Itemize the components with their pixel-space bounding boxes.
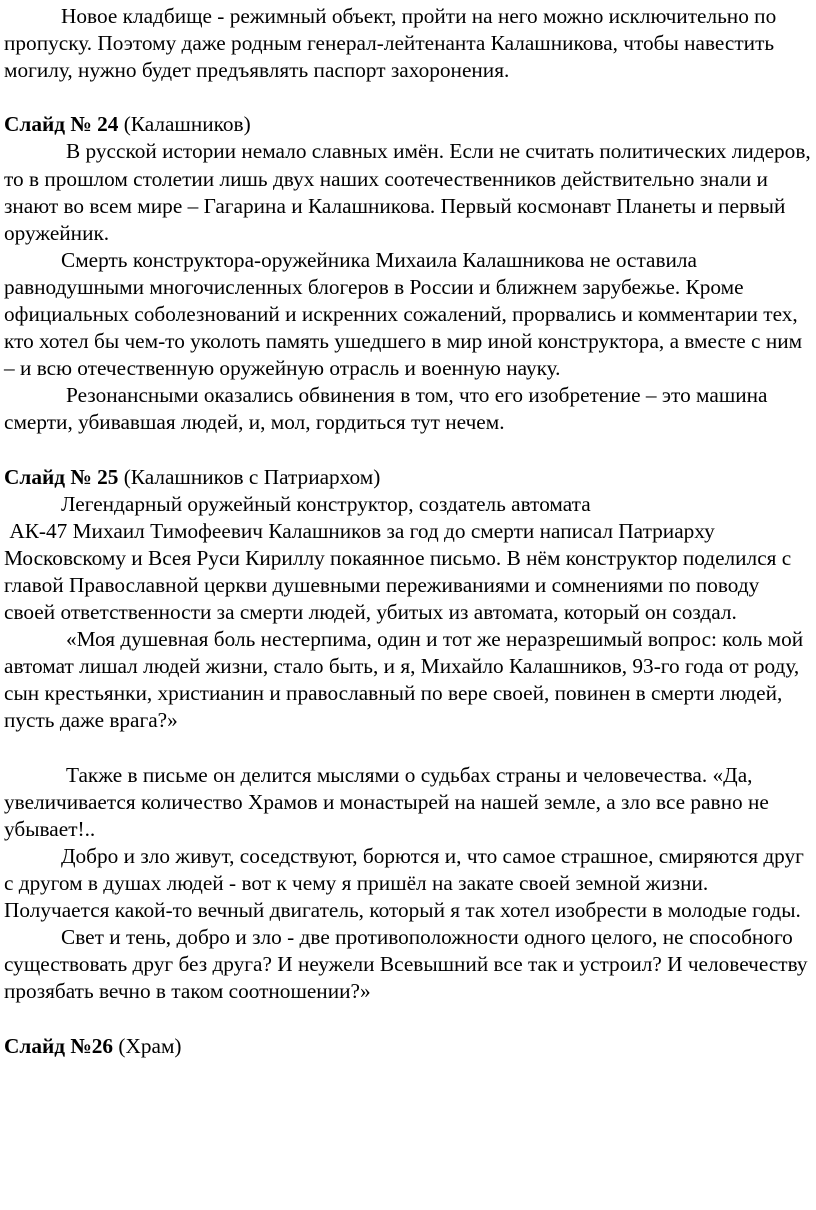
slide-25-number: Слайд № 25 xyxy=(4,464,119,489)
slide-26-subtitle: (Храм) xyxy=(113,1033,182,1058)
slide-26-number: Слайд №26 xyxy=(4,1033,114,1058)
slide-25-paragraph-5: Добро и зло живут, соседствуют, борются и, что самое страшное, смиряются друг с другом в душах людей - вот к чему я пришёл на закате своей земной жизни. Получается какой-то вечный двигатель, который я так хотел изобрести в молодые годы. xyxy=(4,843,810,923)
slide-25-heading xyxy=(4,464,812,491)
slide-26-heading xyxy=(4,1033,812,1060)
slide-25-subtitle: (Калашников с Патриархом) xyxy=(118,464,381,489)
slide-25-paragraph-4: Также в письме он делится мыслями о судьбах страны и человечества. «Да, увеличивается количество Храмов и монастырей на нашей земле, а зло все равно не убывает!.. xyxy=(4,762,775,841)
slide-25-quote: «Моя душевная боль нестерпима, один и тот же неразрешимый вопрос: коль мой автомат лишал людей жизни, стало быть, и я, Михайло Калашников, 93-го года от роду, сын крестьянки, христианин и православный по вере своей, повинен в смерти людей, пусть даже врага?» xyxy=(4,627,809,733)
spacer xyxy=(4,735,812,762)
spacer xyxy=(4,1005,812,1032)
slide-24-subtitle: (Калашников) xyxy=(118,112,251,137)
slide-25-paragraph-6: Свет и тень, добро и зло - две противоположности одного целого, не способного существовать друг без друга? И неужели Всевышний все так и устроил? И человечеству прозябать вечно в таком соотношении?» xyxy=(4,925,813,1004)
slide-24-paragraph-2: Смерть конструктора-оружейника Михаила Калашникова не оставила равнодушными многочисленных блогеров в России и ближнем зарубежье. Кроме официальных соболезнований и искренних сожалений, прорвались и комментарии тех, кто хотел бы чем-то уколоть память ушедшего в мир иной конструктора, а вместе с ним – и всю отечественную оружейную отрасль и военную науку. xyxy=(4,247,808,381)
slide-24-number: Слайд № 24 xyxy=(4,112,119,137)
slide-24-paragraph-3: Резонансными оказались обвинения в том, что его изобретение – это машина смерти, убивавшая людей, и, мол, гордиться тут нечем. xyxy=(4,383,773,435)
spacer xyxy=(4,437,812,464)
slide-25-paragraph-1: Легендарный оружейный конструктор, создатель автомата xyxy=(61,491,591,516)
slide-24-paragraph-1: В русской истории немало славных имён. Если не считать политических лидеров, то в прошлом столетии лишь двух наших соотечественников действительно знали и знают во всем мире – Гагарина и Калашникова. Первый космонавт Планеты и первый оружейник. xyxy=(4,139,816,245)
spacer xyxy=(4,84,812,111)
intro-paragraph: Новое кладбище - режимный объект, пройти на него можно исключительно по пропуску. Поэтому даже родным генерал-лейтенанта Калашникова, чтобы навестить могилу, нужно будет предъявлять паспорт захоронения. xyxy=(4,4,782,83)
slide-25-paragraph-2: АК-47 Михаил Тимофеевич Калашников за год до смерти написал Патриарху Московскому и Всея Руси Кириллу покаянное письмо. В нём конструктор поделился с главой Православной церкви душевными переживаниями и сомнениями по поводу своей ответственности за смерти людей, убитых из автомата, который он создал. xyxy=(4,518,797,625)
slide-24-heading xyxy=(4,111,812,138)
